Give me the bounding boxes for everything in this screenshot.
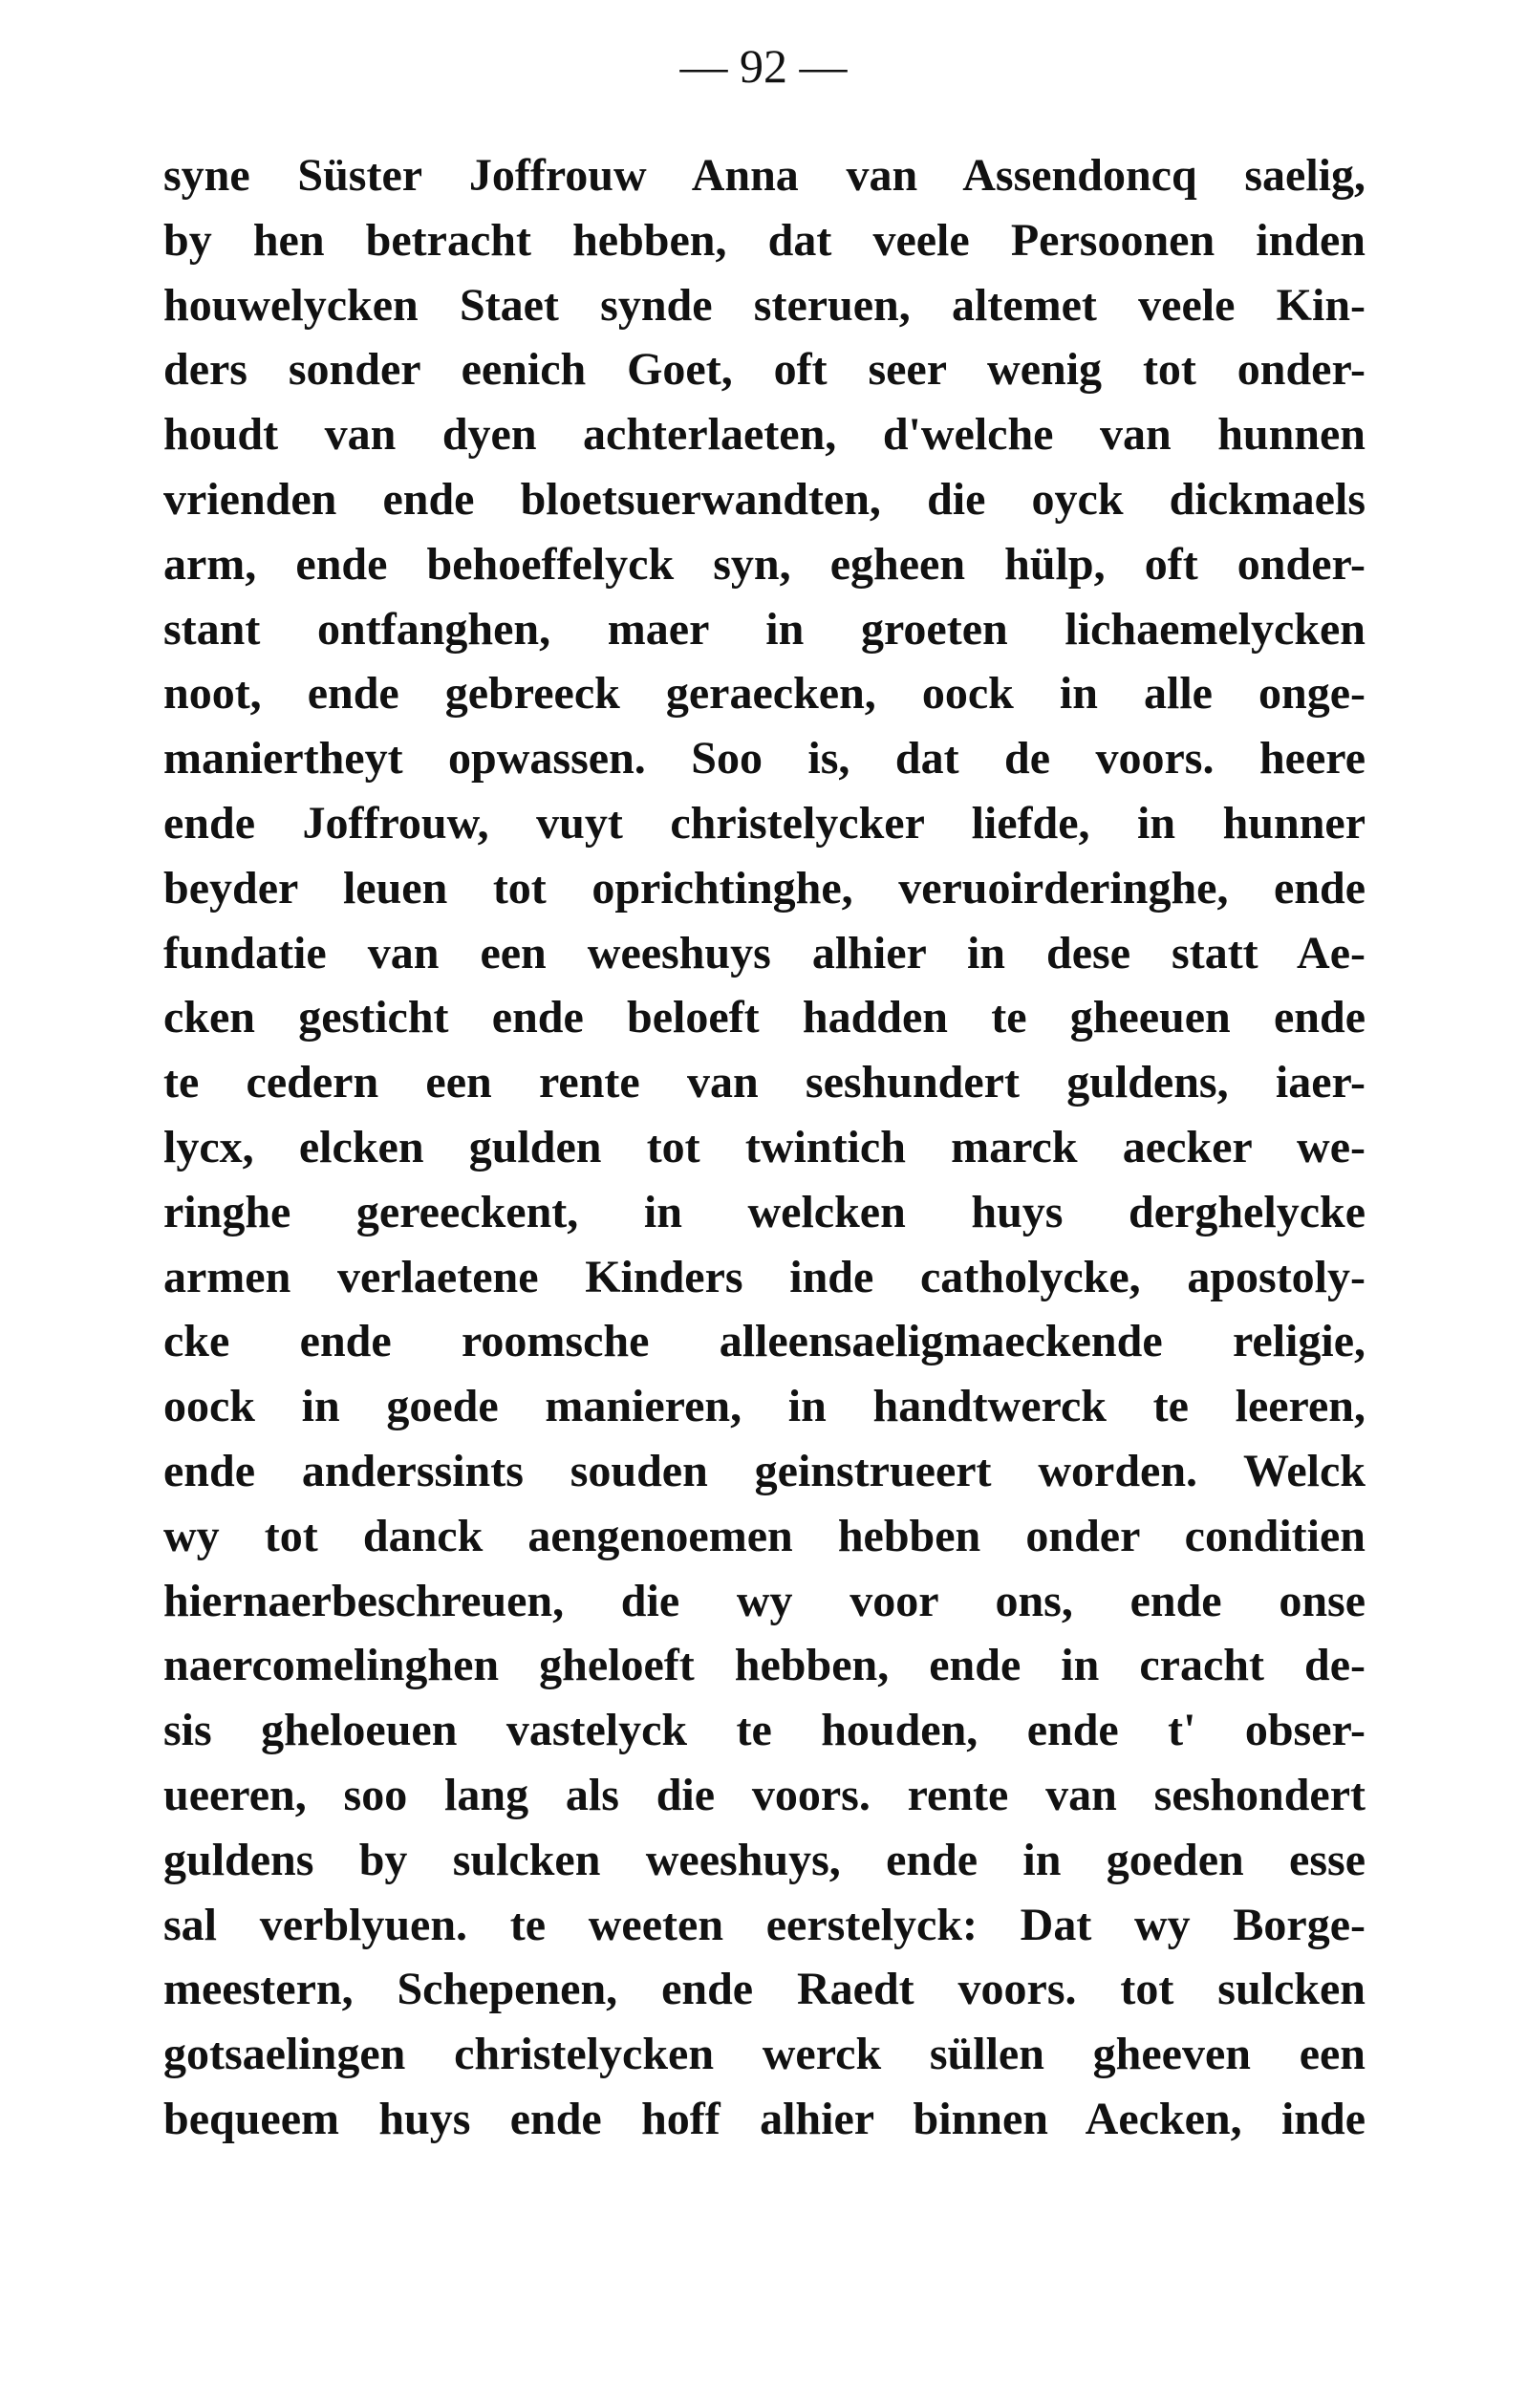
text-line: armen verlaetene Kinders inde catholycke, apostoly-: [163, 1251, 1366, 1302]
text-line: ringhe gereeckent, in welcken huys derghelycke: [163, 1186, 1366, 1237]
text-line: ueeren, soo lang als die voors. rente van seshondert: [163, 1769, 1366, 1820]
text-line: bequeem huys ende hoff alhier binnen Aecken, inde: [163, 2093, 1366, 2144]
body-text: [163, 143, 1366, 2152]
text-line: syne Süster Joffrouw Anna van Assendoncq saelig,: [163, 150, 1366, 201]
text-line: lycx, elcken gulden tot twintich marck aecker we-: [163, 1121, 1366, 1172]
text-line: sal verblyuen. te weeten eerstelyck: Dat wy Borge-: [163, 1899, 1366, 1950]
text-line: oock in goede manieren, in handtwerck te leeren,: [163, 1381, 1366, 1432]
text-line: hiernaerbeschreuen, die wy voor ons, ende onse: [163, 1575, 1366, 1626]
text-line: ende Joffrouw, vuyt christelycker liefde, in hunner: [163, 797, 1366, 849]
text-line: sis gheloeuen vastelyck te houden, ende t' obser-: [163, 1705, 1366, 1756]
text-line: naercomelinghen gheloeft hebben, ende in cracht de-: [163, 1640, 1366, 1691]
text-line: maniertheyt opwassen. Soo is, dat de voors. heere: [163, 733, 1366, 785]
text-line: gotsaelingen christelycken werck süllen gheeven een: [163, 2029, 1366, 2080]
text-line: ende anderssints souden geinstrueert worden. Welck: [163, 1445, 1366, 1496]
text-line: stant ontfanghen, maer in groeten lichaemelycken: [163, 603, 1366, 655]
text-line: vrienden ende bloetsuerwandten, die oyck dickmaels: [163, 473, 1366, 525]
text-line: fundatie van een weeshuys alhier in dese statt Ae-: [163, 927, 1366, 978]
text-line: guldens by sulcken weeshuys, ende in goeden esse: [163, 1834, 1366, 1885]
text-line: cken gesticht ende beloeft hadden te gheeuen ende: [163, 992, 1366, 1043]
text-line: beyder leuen tot oprichtinghe, veruoirderinghe, ende: [163, 862, 1366, 914]
text-line: ders sonder eenich Goet, oft seer wenig tot onder-: [163, 344, 1366, 396]
text-line: noot, ende gebreeck geraecken, oock in alle onge-: [163, 668, 1366, 720]
text-line: houdt van dyen achterlaeten, d'welche van hunnen: [163, 409, 1366, 461]
page-number: — 92 —: [679, 39, 848, 93]
text-line: meestern, Schepenen, ende Raedt voors. tot sulcken: [163, 1964, 1366, 2015]
text-line: cke ende roomsche alleensaeligmaeckende religie,: [163, 1316, 1366, 1367]
text-line: te cedern een rente van seshundert guldens, iaer-: [163, 1057, 1366, 1108]
text-line: by hen betracht hebben, dat veele Persoonen inden: [163, 214, 1366, 266]
text-line: arm, ende behoeffelyck syn, egheen hülp, oft onder-: [163, 538, 1366, 590]
text-line: houwelycken Staet synde steruen, altemet veele Kin-: [163, 279, 1366, 331]
text-line: wy tot danck aengenoemen hebben onder conditien: [163, 1510, 1366, 1561]
